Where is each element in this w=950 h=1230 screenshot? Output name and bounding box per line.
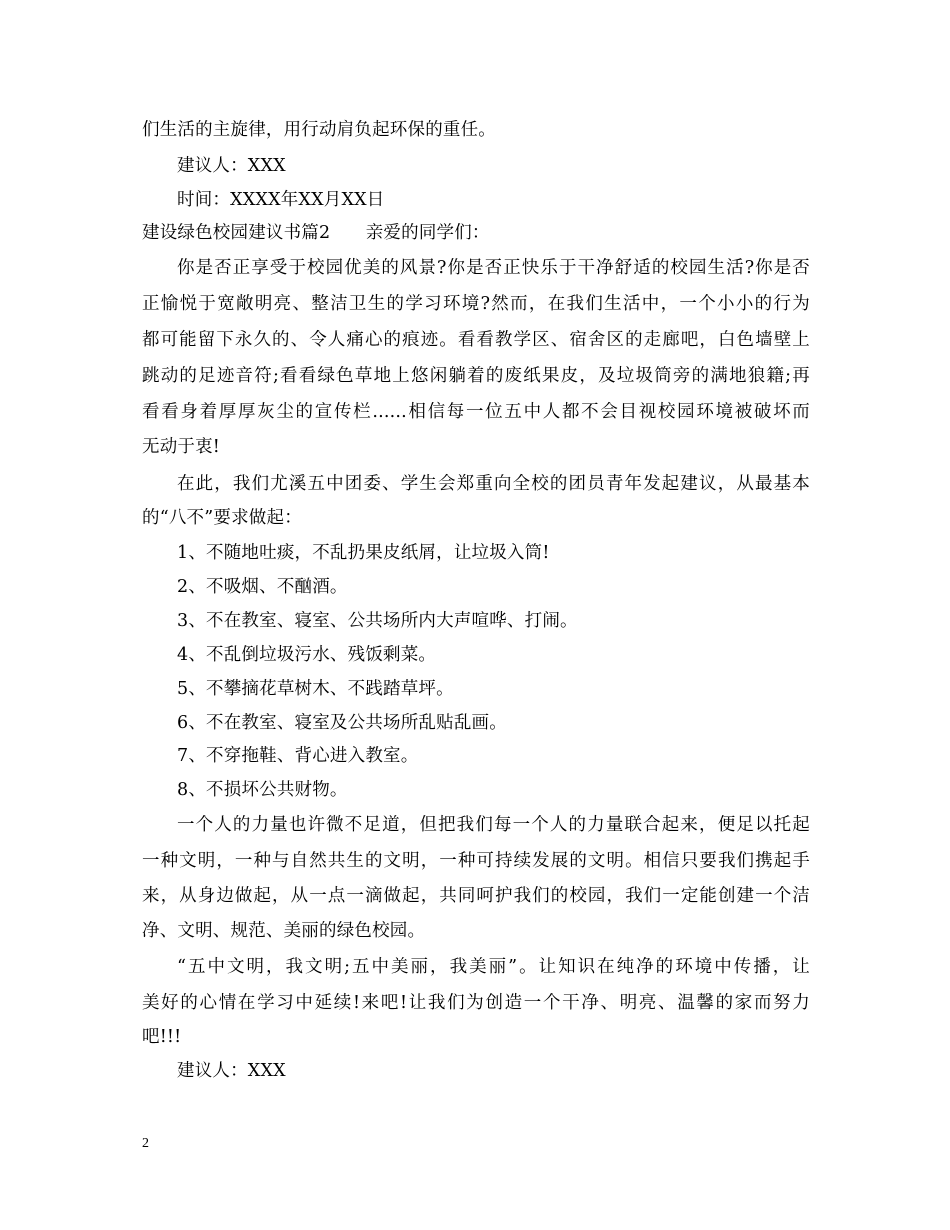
list-item: 3、不在教室、寝室、公共场所内大声喧哗、打闹。: [177, 611, 578, 631]
text-line: 一种文明，一种与自然共生的文明，一种可持续发展的文明。相信只要我们携起手: [142, 851, 810, 871]
list-item: 5、不攀摘花草树木、不践踏草坪。: [177, 679, 454, 699]
text-line: 的“八不”要求做起：: [142, 508, 302, 528]
text-line: 美好的心情在学习中延续!来吧!让我们为创造一个干净、明亮、温馨的家而努力: [142, 993, 810, 1013]
list-item: 4、不乱倒垃圾污水、残饭剩菜。: [177, 645, 437, 665]
text-line: 无动于衷!: [142, 437, 221, 457]
text-line: 你是否正享受于校园优美的风景?你是否正快乐于干净舒适的校园生活?你是否: [177, 258, 810, 278]
text-line: 净、文明、规范、美丽的绿色校园。: [142, 921, 426, 941]
list-item: 2、不吸烟、不酗酒。: [177, 577, 348, 597]
text-line: 看看身着厚厚灰尘的宣传栏......相信每一位五中人都不会目视校园环境被破坏而: [142, 402, 810, 422]
proposer-line: 建议人：XXX: [177, 1061, 286, 1081]
list-item: 8、不损坏公共财物。: [177, 780, 348, 800]
list-item: 6、不在教室、寝室及公共场所乱贴乱画。: [177, 713, 507, 733]
text-line: “五中文明，我文明;五中美丽，我美丽”。让知识在纯净的环境中传播，让: [177, 957, 810, 977]
text-line: 一个人的力量也许微不足道，但把我们每一个人的力量联合起来，便足以托起: [177, 815, 810, 835]
text-line: 在此，我们尤溪五中团委、学生会郑重向全校的团员青年发起建议，从最基本: [177, 474, 810, 494]
list-item: 7、不穿拖鞋、背心进入教室。: [177, 746, 419, 766]
text-line: 们生活的主旋律，用行动肩负起环保的重任。: [142, 120, 496, 140]
list-item: 1、不随地吐痰，不乱扔果皮纸屑，让垃圾入筒!: [177, 543, 550, 563]
date-line: 时间：XXXX年XX月XX日: [177, 190, 385, 210]
proposer-line: 建议人：XXX: [177, 156, 286, 176]
text-line: 跳动的足迹音符;看看绿色草地上悠闲躺着的废纸果皮，及垃圾筒旁的满地狼籍;再: [142, 366, 810, 386]
text-line: 正愉悦于宽敞明亮、整洁卫生的学习环境?然而，在我们生活中，一个小小的行为: [142, 294, 810, 314]
text-line: 来，从身边做起，从一点一滴做起，共同呵护我们的校园，我们一定能创建一个洁: [142, 886, 810, 906]
text-line: 吧!!!: [142, 1027, 182, 1047]
text-line: 都可能留下永久的、令人痛心的痕迹。看看教学区、宿舍区的走廊吧，白色墙壁上: [142, 330, 810, 350]
section-heading: 建设绿色校园建议书篇2 亲爱的同学们：: [142, 223, 490, 243]
page-number: 2: [142, 1136, 149, 1151]
